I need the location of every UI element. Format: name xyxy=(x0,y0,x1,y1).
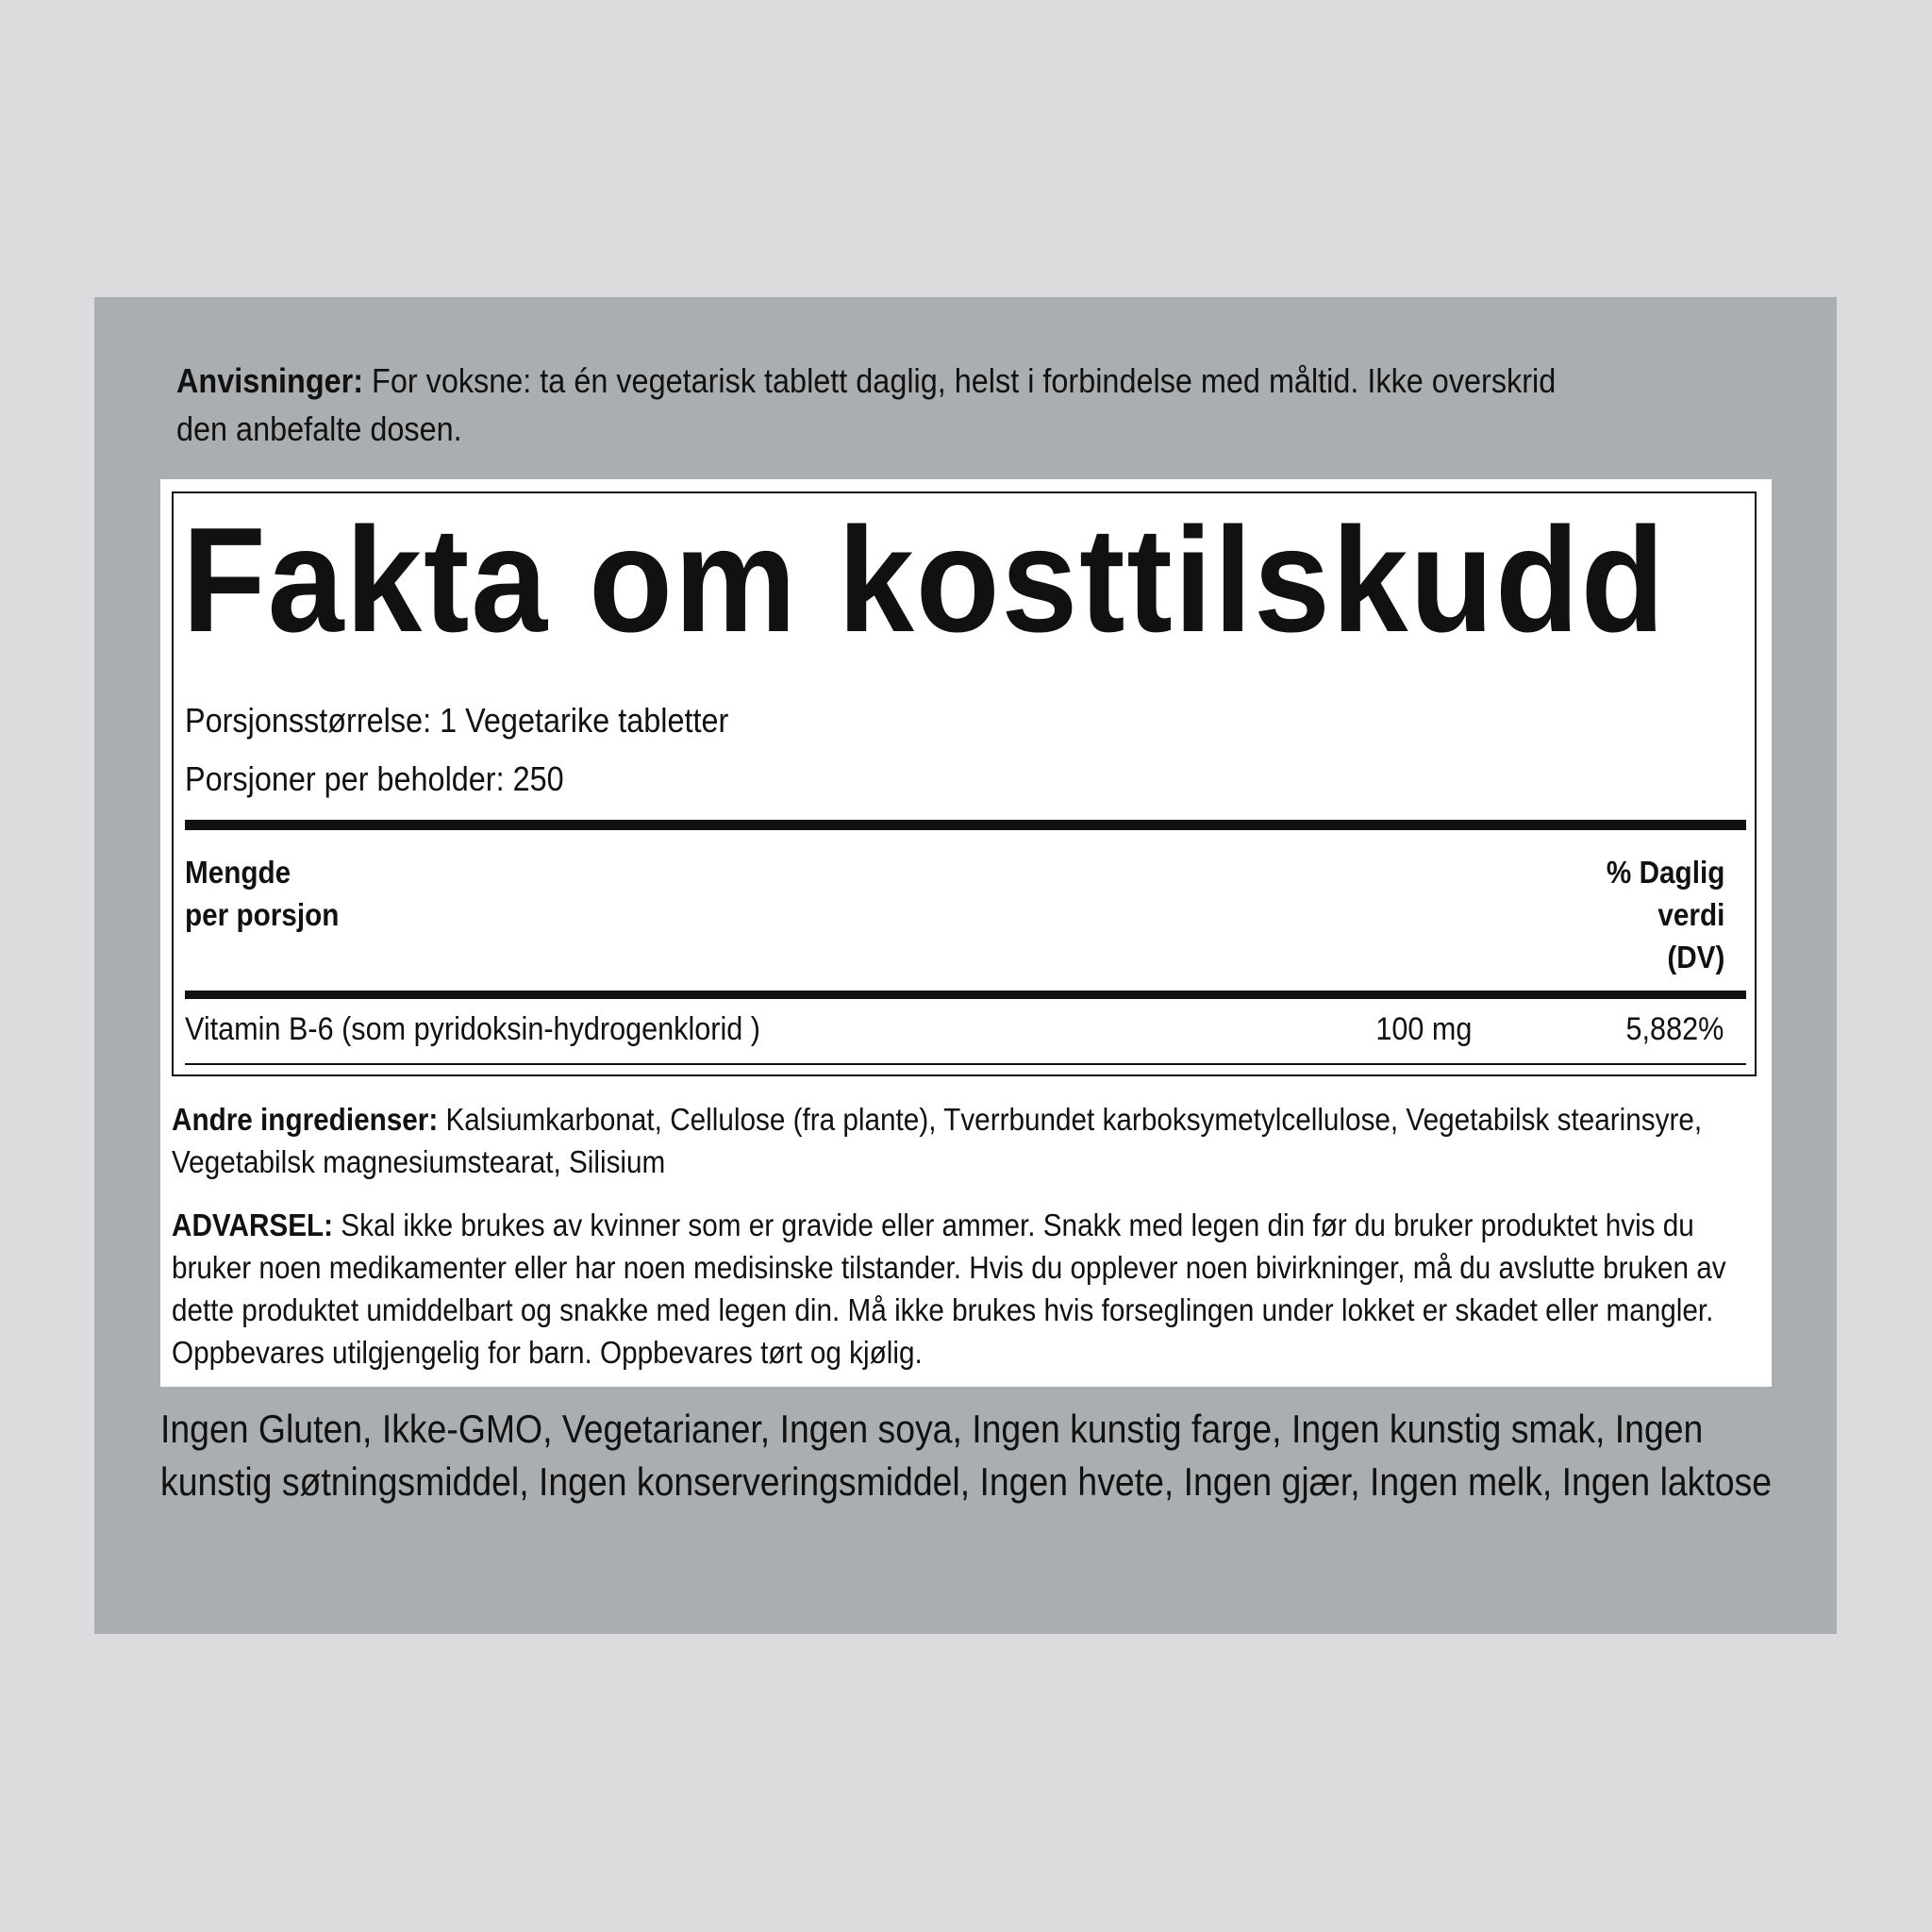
warning-text: Skal ikke brukes av kvinner som er gravide eller ammer. Snakk med legen din før du bruker produktet hvis du bruker noen medikamenter eller har noen medisinske tilstander. Hvis du opplever noen bivirkninger, må du avslutte bruken av dette produktet umiddelbart og snakke med legen din. Må ikke brukes hvis forseglingen under lokket er skadet eller mangler. Oppbevares utilgjengelig for barn. Oppbevares tørt og kjølig. xyxy=(172,1208,1726,1370)
free-from-claims: Ingen Gluten, Ikke-GMO, Vegetarianer, Ingen soya, Ingen kunstig farge, Ingen kunstig smak, Ingen kunstig søtningsmiddel, Ingen konserveringsmiddel, Ingen hvete, Ingen gjær, Ingen melk, Ingen laktose xyxy=(160,1407,1773,1504)
dv-header-line: % Daglig xyxy=(1606,855,1724,890)
nutrient-daily-value: 5,882% xyxy=(1625,1011,1724,1047)
amount-per-serving-header xyxy=(185,851,339,936)
daily-value-header xyxy=(1607,851,1724,978)
directions-text: For voksne: ta én vegetarisk tablett daglig, helst i forbindelse med måltid. Ikke overskrid den anbefalte dosen. xyxy=(176,361,1557,448)
thin-divider xyxy=(185,1063,1746,1065)
dv-header-line: verdi xyxy=(1657,897,1724,932)
other-ingredients-text: Kalsiumkarbonat, Cellulose (fra plante), Tverrbundet karboksymetylcellulose, Vegetabilsk stearinsyre, Vegetabilsk magnesiumstearat, Silisium xyxy=(172,1102,1703,1179)
supplement-facts-title: Fakta om kosttilskudd xyxy=(182,497,1667,663)
amount-header-line: per porsjon xyxy=(185,897,340,932)
thick-divider xyxy=(185,991,1746,999)
warning xyxy=(172,1204,1768,1374)
serving-size: Porsjonsstørrelse: 1 Vegetarike tabletter xyxy=(185,701,729,740)
nutrient-amount: 100 mg xyxy=(1374,1011,1472,1047)
directions-label: Anvisninger: xyxy=(176,361,364,400)
warning-label: ADVARSEL: xyxy=(172,1208,334,1242)
dv-header-line: (DV) xyxy=(1666,940,1724,974)
servings-per-container: Porsjoner per beholder: 250 xyxy=(185,759,564,798)
other-ingredients-label: Andre ingredienser: xyxy=(172,1102,439,1137)
thick-divider xyxy=(185,820,1746,830)
directions xyxy=(176,357,1603,453)
amount-header-line: Mengde xyxy=(185,855,291,890)
nutrient-name: Vitamin B-6 (som pyridoksin-hydrogenklorid ) xyxy=(185,1011,760,1047)
other-ingredients xyxy=(172,1098,1768,1183)
